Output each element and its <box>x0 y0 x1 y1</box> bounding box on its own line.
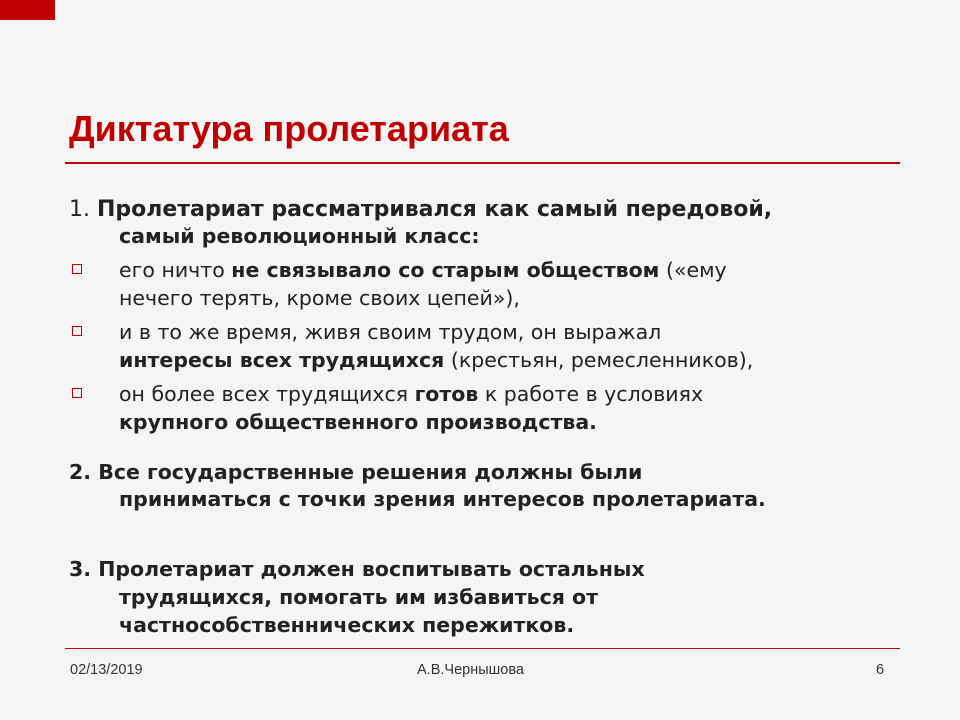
title-divider <box>65 162 900 164</box>
paragraph-2-number: 2. <box>69 460 92 484</box>
bullet-3-line-2: крупного общественного производства. <box>119 410 597 434</box>
paragraph-3-line-2: трудящихся, помогать им избавиться от <box>119 585 599 609</box>
bullet-3-text-1: он более всех трудящихся <box>119 382 415 406</box>
paragraph-1-line-2: самый революционный класс: <box>119 224 480 248</box>
corner-accent-bar <box>0 0 55 20</box>
footer-page-number: 6 <box>876 662 885 678</box>
footer-date: 02/13/2019 <box>70 662 143 678</box>
paragraph-1-text-1: Пролетариат рассматривался как самый передовой, <box>97 197 773 222</box>
bullet-2-text-2: (крестьян, ремесленников), <box>444 348 754 372</box>
paragraph-2-text-1: Все государственные решения должны были <box>91 460 643 484</box>
bullet-1-line-1 <box>119 257 727 284</box>
bullet-2-line-1: и в то же время, живя своим трудом, он выражал <box>119 320 662 344</box>
bullet-1-text-1: его ничто <box>119 258 232 282</box>
paragraph-1-number: 1. <box>69 197 90 222</box>
paragraph-1-line-1 <box>69 196 772 223</box>
bullet-3-text-2: к работе в условиях <box>478 382 704 406</box>
bullet-3-bold: готов <box>414 382 479 406</box>
slide-title: Диктатура пролетариата <box>69 108 509 149</box>
square-bullet-icon <box>72 388 82 398</box>
bullet-1-line-2: нечего терять, кроме своих цепей»), <box>119 286 520 310</box>
bullet-2-bold: интересы всех трудящихся <box>119 348 445 372</box>
paragraph-2-line-1 <box>69 459 642 486</box>
paragraph-3-line-3: частнособственнических пережитков. <box>119 613 575 637</box>
footer-author: А.В.Чернышова <box>417 662 524 678</box>
paragraph-3-line-1 <box>69 556 645 583</box>
paragraph-2-line-2: приниматься с точки зрения интересов пролетариата. <box>119 487 766 511</box>
paragraph-3-text-1: Пролетариат должен воспитывать остальных <box>91 557 645 581</box>
bullet-1-bold: не связывало со старым обществом <box>231 258 660 282</box>
bullet-1-text-2: («ему <box>659 258 727 282</box>
square-bullet-icon <box>72 264 82 274</box>
bullet-2-line-2 <box>119 347 753 374</box>
footer-divider <box>65 648 900 649</box>
square-bullet-icon <box>72 326 82 336</box>
bullet-3-line-1 <box>119 381 703 408</box>
paragraph-3-number: 3. <box>69 557 92 581</box>
